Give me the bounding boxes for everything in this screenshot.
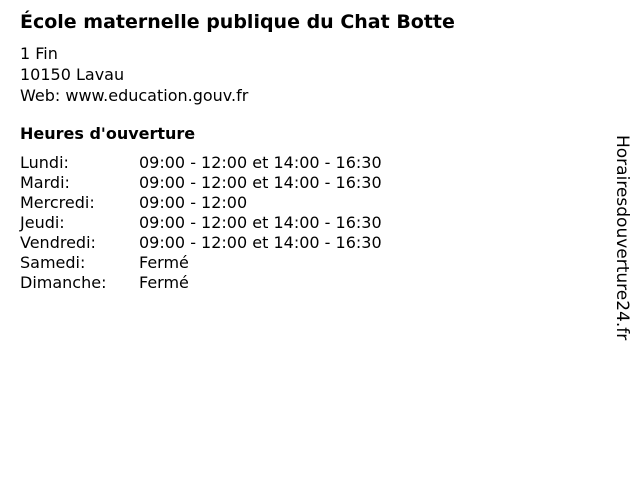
day-hours: 09:00 - 12:00 et 14:00 - 16:30: [139, 213, 382, 232]
hours-row-saturday: [20, 253, 440, 273]
day-label: Dimanche:: [20, 273, 107, 292]
day-hours: 09:00 - 12:00 et 14:00 - 16:30: [139, 153, 382, 172]
day-label: Samedi:: [20, 253, 86, 272]
day-label: Mardi:: [20, 173, 70, 192]
day-label: Mercredi:: [20, 193, 95, 212]
hours-row-tuesday: [20, 173, 440, 193]
day-label: Vendredi:: [20, 233, 96, 252]
page-title: École maternelle publique du Chat Botte: [20, 11, 455, 33]
hours-row-sunday: [20, 273, 440, 293]
address-city: 10150 Lavau: [20, 65, 125, 84]
hours-row-monday: [20, 153, 440, 173]
opening-hours-heading: Heures d'ouverture: [20, 124, 196, 143]
day-hours: 09:00 - 12:00 et 14:00 - 16:30: [139, 173, 382, 192]
hours-row-wednesday: [20, 193, 440, 213]
opening-hours-table: [20, 153, 440, 293]
site-watermark: [610, 135, 634, 375]
hours-row-thursday: [20, 213, 440, 233]
day-label: Jeudi:: [20, 213, 65, 232]
day-hours: 09:00 - 12:00: [139, 193, 248, 212]
address-street: 1 Fin: [20, 44, 58, 63]
site-watermark-text: Horairesdouverture24.fr: [612, 135, 632, 341]
website-link[interactable]: Web: www.education.gouv.fr: [20, 86, 249, 105]
day-hours: Fermé: [139, 253, 189, 272]
day-hours: Fermé: [139, 273, 189, 292]
day-hours: 09:00 - 12:00 et 14:00 - 16:30: [139, 233, 382, 252]
day-label: Lundi:: [20, 153, 69, 172]
address-block: [20, 43, 248, 106]
hours-row-friday: [20, 233, 440, 253]
